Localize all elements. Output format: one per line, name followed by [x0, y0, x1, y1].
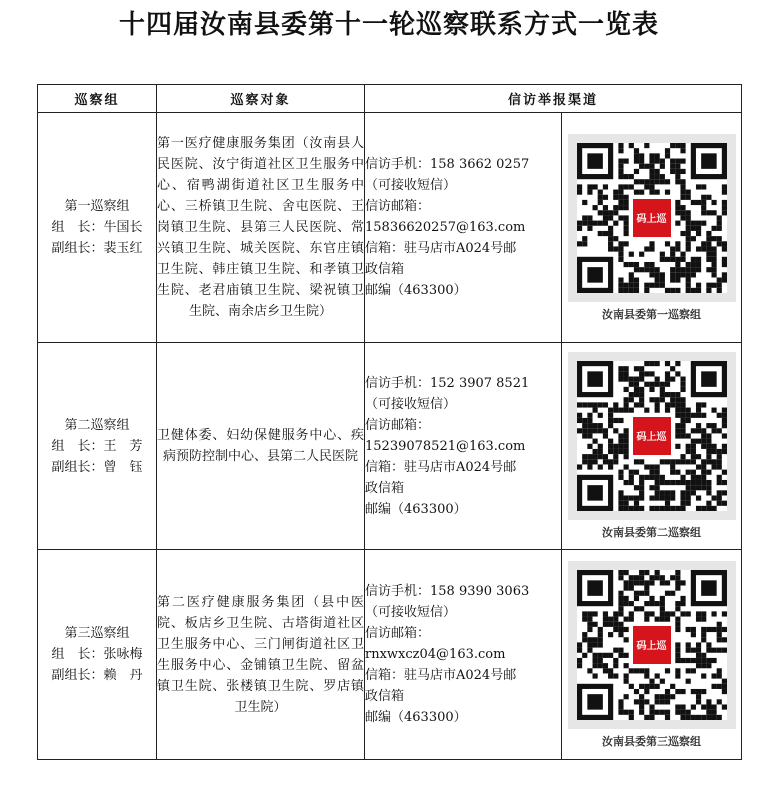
group-name: 第一巡察组: [64, 199, 130, 214]
qr-cell: [562, 113, 742, 343]
qr-code-icon[interactable]: [568, 134, 736, 302]
target-cell: 第一医疗健康服务集团（汝南县人民医院、汝宁街道社区卫生服务中心、宿鸭湖街道社区卫生服务中心、三桥镇卫生院、舍屯医院、王岗镇卫生院、县第三人民医院、常兴镇卫生院、城关医院、东官庄镇卫生院、韩庄镇卫生院、和孝镇卫生院、老君庙镇卫生院、梁祝镇卫生院、南余店乡卫生院）: [157, 113, 365, 343]
channel-mailbox: 信箱：驻马店市A024号邮: [365, 241, 517, 256]
qr-badge: 码上巡: [631, 197, 673, 239]
channel-mailbox-cont: 政信箱: [365, 689, 405, 704]
channel-email-label: 信访邮箱：: [365, 626, 431, 641]
qr-code-icon[interactable]: [568, 561, 736, 729]
channel-mailbox: 信箱：驻马店市A024号邮: [365, 668, 517, 683]
channel-mailbox-cont: 政信箱: [365, 262, 405, 277]
group-deputy: 副组长：曾 钰: [51, 459, 143, 475]
header-target: 巡察对象: [157, 85, 365, 113]
channel-sms-note: （可接收短信）: [365, 605, 457, 620]
qr-badge: 码上巡: [631, 415, 673, 457]
channel-email-label: 信访邮箱：: [365, 199, 431, 214]
target-cell: 第二医疗健康服务集团（县中医院、板店乡卫生院、古塔街道社区卫生服务中心、三门闸街道社区卫生服务中心、金铺镇卫生院、留盆镇卫生院、张楼镇卫生院、罗店镇卫生院）: [157, 550, 365, 760]
table-row: [38, 113, 742, 343]
group-cell: [38, 343, 157, 550]
channel-postcode: 邮编（463300）: [365, 283, 467, 298]
qr-caption: 汝南县委第一巡察组: [602, 307, 701, 321]
channel-postcode: 邮编（463300）: [365, 710, 467, 725]
page-title: 十四届汝南县委第十一轮巡察联系方式一览表: [118, 10, 659, 40]
qr-caption: 汝南县委第三巡察组: [602, 734, 701, 748]
channel-postcode: 邮编（463300）: [365, 501, 467, 517]
group-deputy: 副组长：裴玉红: [51, 241, 143, 256]
channel-cell: [365, 343, 562, 550]
group-deputy: 副组长：赖 丹: [51, 668, 143, 683]
channel-phone: 信访手机：152 3907 8521: [365, 375, 530, 391]
group-name: 第三巡察组: [64, 626, 130, 641]
qr-caption: 汝南县委第二巡察组: [602, 526, 701, 539]
qr-cell: [562, 343, 742, 550]
qr-badge: 码上巡: [631, 624, 673, 666]
channel-phone: 信访手机：158 9390 3063: [365, 584, 530, 599]
channel-cell: [365, 550, 562, 760]
target-cell: 卫健体委、妇幼保健服务中心、疾病预防控制中心、县第二人民医院: [157, 343, 365, 550]
group-cell: [38, 550, 157, 760]
qr-code-icon[interactable]: [568, 352, 736, 520]
channel-email: 15836620257@163.com: [365, 220, 526, 235]
channel-sms-note: （可接收短信）: [365, 178, 457, 193]
channel-email-label: 信访邮箱：: [365, 417, 431, 433]
channel-sms-note: （可接收短信）: [365, 396, 457, 412]
channel-mailbox-cont: 政信箱: [365, 480, 405, 496]
channel-mailbox: 信箱：驻马店市A024号邮: [365, 459, 517, 475]
channel-email: rnxwxcz04@163.com: [365, 647, 506, 662]
group-leader: 组 长：王 芳: [51, 438, 143, 454]
header-channel: 信访举报渠道: [365, 85, 742, 113]
group-name: 第二巡察组: [64, 417, 130, 433]
channel-cell: [365, 113, 562, 343]
group-cell: [38, 113, 157, 343]
table-header-row: [38, 85, 742, 113]
table-row: [38, 343, 742, 550]
channel-phone: 信访手机：158 3662 0257: [365, 157, 530, 172]
contact-table: [37, 84, 742, 760]
header-group: 巡察组: [38, 85, 157, 113]
group-leader: 组 长：张咏梅: [51, 647, 143, 662]
table-row: [38, 550, 742, 760]
qr-cell: [562, 550, 742, 760]
channel-email: 15239078521@163.com: [365, 438, 526, 454]
group-leader: 组 长：牛国长: [51, 220, 143, 235]
